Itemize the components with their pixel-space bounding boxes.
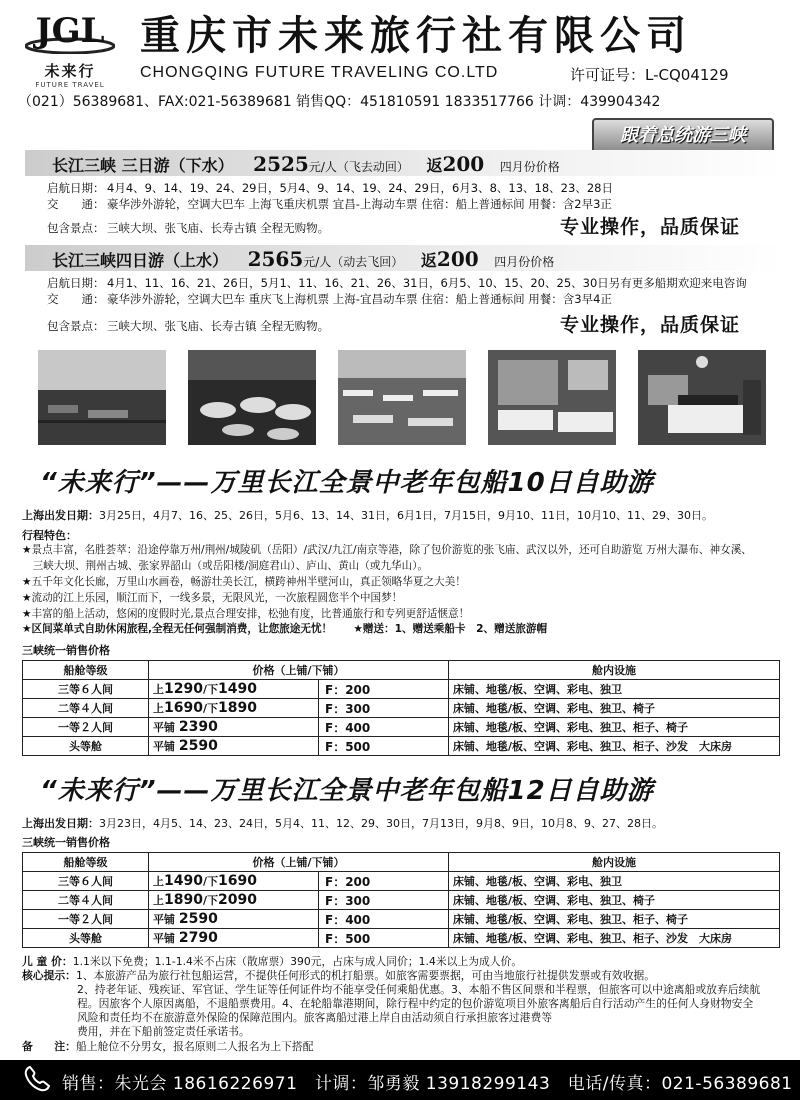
- logo-en: FUTURE TRAVEL: [35, 81, 105, 89]
- sights-value: 三峡大坝、张飞庙、长寿古镇 全程无购物。: [107, 221, 330, 235]
- dates-value: 4月1、11、16、21、26日，5月1、11、16、21、26、31日，6月5、10、15、20、25、30日另有更多船期欢迎来电咨询: [107, 276, 747, 290]
- cabin-f-price: F：200: [319, 872, 449, 891]
- package-12-dates: [22, 815, 663, 831]
- cabin-price: 平铺 2390: [149, 718, 319, 737]
- table-header-row: [23, 661, 780, 680]
- header: [0, 0, 800, 95]
- dates-label: 启航日期：: [47, 276, 105, 290]
- table-row: [23, 718, 780, 737]
- cabin-price: 平铺 2790: [149, 929, 319, 948]
- rebate-value: 200: [436, 247, 479, 271]
- cabin-facilities: 床铺、地毯/板、空调、彩电、独卫、柜子、沙发 大床房: [449, 929, 780, 948]
- feature-line: 三峡大坝、荆州古城、张家界韶山（或岳阳楼/洞庭君山）、庐山、黄山（或九华山）。: [22, 560, 429, 572]
- package-10-title: “未来行”——万里长江全景中老年包船10日自助游: [40, 468, 654, 498]
- tour-rebate: [426, 152, 485, 176]
- cabin-price: 上1490/下1690: [149, 872, 319, 891]
- cabin-facilities: 床铺、地毯/板、空调、彩电、独卫: [449, 680, 780, 699]
- cabin-f-price: F：300: [319, 891, 449, 910]
- tour-title: [52, 152, 560, 176]
- photo-row: [38, 350, 768, 445]
- cabin-grade: 一等２人间: [23, 910, 149, 929]
- logo-cn: 未来行: [44, 62, 96, 80]
- cabin-facilities: 床铺、地毯/板、空调、彩电、独卫: [449, 872, 780, 891]
- price-section-label: 三峡统一销售价格: [22, 644, 110, 657]
- rebate-value: 200: [442, 152, 485, 176]
- tour-price-unit: 元/人（飞去动回）: [308, 160, 409, 174]
- tour-price: 2565: [247, 247, 304, 271]
- cabin-f-price: F：500: [319, 737, 449, 756]
- tips-label: 核心提示：: [22, 969, 76, 982]
- child-value: 1.1米以下免费；1.1-1.4米不占床（散席票）390元，占床与成人同价；1.4米以上为成人价。: [72, 955, 523, 968]
- feature-line: ★丰富的船上活动，悠闲的度假时光,景点合理安排，松弛有度，比普通旅行和专列更舒适惬意！: [22, 608, 470, 620]
- tour-transport: [47, 291, 612, 307]
- tour-name: 长江三峡 三日游（下水）: [52, 156, 234, 175]
- tour-rebate: [420, 247, 479, 271]
- quality-slogan: 专业操作，品质保证: [560, 216, 741, 238]
- col-grade: 船舱等级: [23, 661, 149, 680]
- company-name-en: CHONGQING FUTURE TRAVELING CO.LTD: [140, 64, 499, 81]
- sights-label: 包含景点：: [47, 319, 105, 333]
- child-price-note: [22, 955, 522, 969]
- dining-hall-photo: [188, 350, 316, 445]
- feature-line: ★五千年文化长廊，万里山水画卷，畅游壮美长江，横跨神州半壁河山，真正领略华夏之大美！: [22, 576, 466, 588]
- rebate-label: 返: [420, 251, 437, 270]
- logo-mark-icon: [25, 6, 115, 54]
- tour-month: 四月份价格: [494, 255, 555, 269]
- cabin-facilities: 床铺、地毯/板、空调、彩电、独卫、椅子: [449, 699, 780, 718]
- rebate-label: 返: [426, 156, 443, 175]
- table-row: [23, 891, 780, 910]
- cabin-f-price: F：400: [319, 910, 449, 929]
- depart-dates: 3月25日，4月7、16、25、26日，5月6、13、14、31日，6月1日，7月15日，9月10、11日，10月10、11、29、30日。: [99, 509, 713, 522]
- table-row: [23, 910, 780, 929]
- contact-line: （021）56389681、FAX:021-56389681 销售QQ：451810591 1833517766 计调：439904342: [18, 94, 661, 110]
- tour-dates: [47, 180, 613, 196]
- tour-name: 长江三峡四日游（上水）: [52, 251, 229, 270]
- depart-dates: 3月23日，4月5、14、23、24日，5月4、11、12、29、30日，7月13日，9月8、9日，10月8、9、27、28日。: [99, 817, 663, 830]
- fare-table-12: [22, 852, 780, 948]
- footer-contacts: 销售：朱光会 18616226971 计调：邹勇毅 13918299143 电话/传真：021-56389681: [62, 1074, 793, 1094]
- tour-sights: [47, 318, 329, 334]
- tips-note: [22, 969, 655, 983]
- tour-transport: [47, 196, 612, 212]
- table-row: [23, 929, 780, 948]
- transport-value: 豪华涉外游轮，空调大巴车 重庆飞上海机票 上海-宜昌动车票 住宿：船上普通标间 用餐：含3早4正: [107, 292, 612, 306]
- sights-label: 包含景点：: [47, 221, 105, 235]
- table-row: [23, 737, 780, 756]
- remark-note: [22, 1040, 314, 1054]
- footer: [0, 1060, 800, 1100]
- cabin-facilities: 床铺、地毯/板、空调、彩电、独卫、柜子、椅子: [449, 910, 780, 929]
- transport-label: 交 通：: [47, 197, 105, 211]
- child-label: 儿 童 价：: [22, 955, 73, 968]
- tip-line: 风险和责任均不在旅游意外保险的保障范围内。旅客离船过港上岸自由活动须自行承担旅客过港费等: [77, 1011, 553, 1024]
- tip-line: 程。因旅客个人原因离船，不退船票费用。4、在轮船靠港期间，除行程中约定的包价游览项目外旅客离船后自行活动产生的任何人身财物安全: [77, 997, 754, 1010]
- cabin-grade: 三等６人间: [23, 680, 149, 699]
- tour-price-unit: 元/人（动去飞回）: [303, 255, 404, 269]
- license-number: 许可证号：L-CQ04129: [570, 66, 729, 84]
- restaurant-photo: [338, 350, 466, 445]
- table-row: [23, 680, 780, 699]
- cabin-facilities: 床铺、地毯/板、空调、彩电、独卫、柜子、沙发 大床房: [449, 737, 780, 756]
- package-12-title: “未来行”——万里长江全景中老年包船12日自助游: [40, 776, 654, 806]
- company-logo: [20, 6, 120, 89]
- tip-line: 1、本旅游产品为旅行社包船运营，不提供任何形式的机打船票。如旅客需要票据，可由当地旅行社提供发票或有效收据。: [75, 969, 656, 982]
- price-section-label: 三峡统一销售价格: [22, 836, 110, 849]
- table-row: [23, 699, 780, 718]
- tour-month: 四月份价格: [499, 160, 560, 174]
- double-cabin-photo: [638, 350, 766, 445]
- feature-line: ★流动的江上乐园，顺江而下，一线多景，无限风光，一次旅程圆您半个中国梦！: [22, 592, 403, 604]
- cabin-grade: 头等舱: [23, 929, 149, 948]
- cabin-f-price: F：200: [319, 680, 449, 699]
- transport-label: 交 通：: [47, 292, 105, 306]
- sights-value: 三峡大坝、张飞庙、长寿古镇 全程无购物。: [107, 319, 330, 333]
- table-row: [23, 872, 780, 891]
- slogan-badge: 跟着总统游三峡: [592, 118, 774, 154]
- phone-icon: [22, 1064, 52, 1094]
- cabin-grade: 二等４人间: [23, 891, 149, 910]
- col-facilities: 舱内设施: [449, 661, 780, 680]
- cabin-price: 平铺 2590: [149, 910, 319, 929]
- cabin-price: 上1890/下2090: [149, 891, 319, 910]
- tour-price: 2525: [253, 152, 309, 176]
- quality-slogan: 专业操作，品质保证: [560, 314, 741, 336]
- cabin-grade: 一等２人间: [23, 718, 149, 737]
- cabin-grade: 二等４人间: [23, 699, 149, 718]
- company-name-cn: 重庆市未来旅行社有限公司: [140, 13, 692, 59]
- cabin-price: 上1290/下1490: [149, 680, 319, 699]
- dates-value: 4月4、9、14、19、24、29日，5月4、9、14、19、24、29日，6月3、8、13、18、23、28日: [107, 181, 613, 195]
- remark-label: 备 注：: [22, 1040, 76, 1053]
- cabin-price: 平铺 2590: [149, 737, 319, 756]
- feature-line: ★景点丰富，名胜荟萃：沿途停靠万州/荆州/城陵矶（岳阳）/武汉/九江/南京等港，除了包价游览的张飞庙、武汉以外，还可自助游览 万州大瀑布、神女溪、: [22, 544, 752, 556]
- table-header-row: [23, 853, 780, 872]
- cabin-f-price: F：400: [319, 718, 449, 737]
- tour-sights: [47, 220, 329, 236]
- depart-label: 上海出发日期：: [22, 509, 99, 522]
- depart-label: 上海出发日期：: [22, 817, 99, 830]
- transport-value: 豪华涉外游轮，空调大巴车 上海飞重庆机票 宜昌-上海动车票 住宿：船上普通标间 用餐：含2早3正: [107, 197, 612, 211]
- cabin-facilities: 床铺、地毯/板、空调、彩电、独卫、柜子、椅子: [449, 718, 780, 737]
- twin-cabin-photo: [488, 350, 616, 445]
- col-price: 价格（上铺/下铺）: [149, 853, 449, 872]
- cabin-f-price: F：300: [319, 699, 449, 718]
- tour-dates: [47, 275, 747, 291]
- tour-title: [52, 247, 554, 271]
- tip-line: 2、持老年证、残疾证、军官证、学生证等任何证件均不能享受任何乘船优惠。3、本船不售区间票和半程票，但旅客可以中途离船或放弃后续航: [77, 983, 761, 996]
- feature-line: ★区间菜单式自助休闲旅程,全程无任何强制消费，让您旅途无忧！ ★赠送：1、赠送乘船卡 2、赠送旅游帽: [22, 623, 548, 635]
- col-grade: 船舱等级: [23, 853, 149, 872]
- col-price: 价格（上铺/下铺）: [149, 661, 449, 680]
- dates-label: 启航日期：: [47, 181, 105, 195]
- cabin-grade: 头等舱: [23, 737, 149, 756]
- logo-mark-text: JGL: [35, 11, 105, 51]
- deck-photo: [38, 350, 166, 445]
- remark-value: 船上舱位不分男女，报名原则二人报名为上下搭配: [75, 1040, 314, 1053]
- features-label: 行程特色：: [22, 529, 77, 542]
- cabin-facilities: 床铺、地毯/板、空调、彩电、独卫、椅子: [449, 891, 780, 910]
- cabin-price: 上1690/下1890: [149, 699, 319, 718]
- package-10-dates: [22, 507, 713, 523]
- cabin-f-price: F：500: [319, 929, 449, 948]
- tip-line: 费用，并在下船前签定责任承诺书。: [77, 1025, 250, 1038]
- cabin-grade: 三等６人间: [23, 872, 149, 891]
- fare-table-10: [22, 660, 780, 756]
- col-facilities: 舱内设施: [449, 853, 780, 872]
